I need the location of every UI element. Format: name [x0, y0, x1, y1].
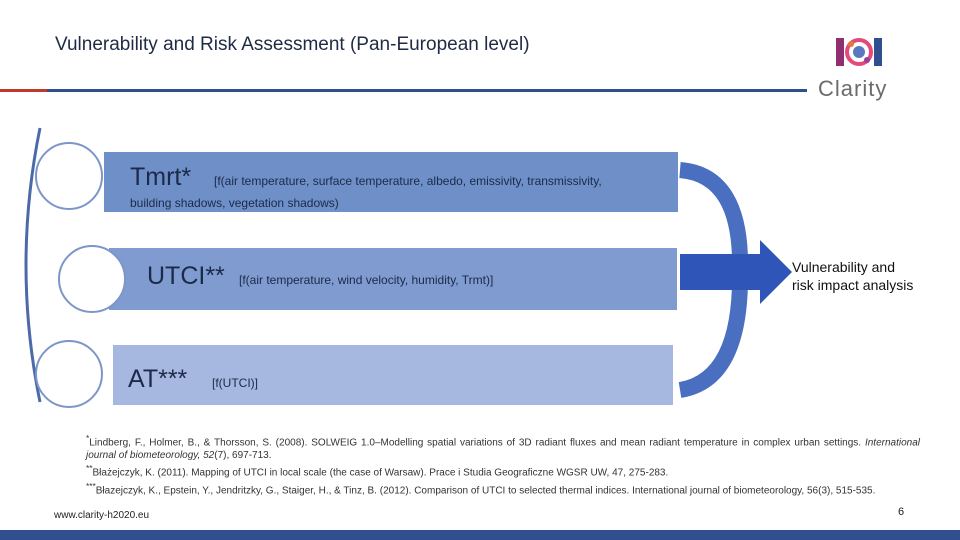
band-main-label: UTCI** — [147, 262, 225, 290]
band-tmrt — [104, 152, 678, 212]
reference-mark: * — [86, 433, 90, 443]
page-number: 6 — [898, 506, 905, 518]
band-at — [113, 345, 673, 405]
impact-label-line: Vulnerability and — [792, 259, 895, 275]
footer-bar — [0, 530, 960, 540]
impact-label — [792, 258, 913, 294]
reference-1 — [86, 432, 920, 462]
band-sub-label: [f(air temperature, surface temperature, albedo, emissivity, transmissivity, — [214, 174, 602, 188]
reference-mark: *** — [86, 480, 96, 491]
reference-text: Błażejczyk, K. (2011). Mapping of UTCI in local scale (the case of Warsaw). Prace i Studia Geograficzne WGSR UW, 47, 275-283. — [92, 467, 669, 479]
slide-title: Vulnerability and Risk Assessment (Pan-European level) — [55, 34, 530, 55]
website-link[interactable]: www.clarity-h2020.eu — [54, 510, 150, 521]
impact-label-line: risk impact analysis — [792, 277, 914, 293]
band-utci — [109, 248, 677, 310]
band-main-label: Tmrt* — [130, 163, 192, 191]
reference-text: (7), 697-713. — [214, 450, 272, 462]
logo-wordmark: Clarity — [818, 76, 888, 101]
reference-journal: International journal of biometeorology, 52 — [86, 437, 920, 462]
reference-mark: ** — [86, 463, 93, 474]
reference-text: Lindberg, F., Holmer, B., & Thorsson, S. (2008). SOLWEIG 1.0–Modelling spatial variations of 3D radiant fluxes and mean radiant temperature in complex urban settings. — [89, 437, 862, 449]
band-sub-label: building shadows, vegetation shadows) — [130, 196, 339, 210]
reference-2 — [86, 462, 920, 479]
reference-text: Błazejczyk, K., Epstein, Y., Jendritzky, G., Staiger, H., & Tinz, B. (2012). Comparison of UTCI to selected thermal indices. International journal of biometeorology, 56(3), 515-535. — [95, 484, 876, 496]
reference-3 — [86, 480, 920, 497]
band-main-label: AT*** — [128, 365, 188, 393]
references — [86, 432, 920, 497]
bullet-circle — [35, 340, 103, 408]
band-sub-label: [f(UTCI)] — [212, 376, 258, 390]
bullet-circle — [58, 245, 126, 313]
band-sub-label: [f(air temperature, wind velocity, humidity, Trmt)] — [239, 273, 494, 287]
bullet-circle — [35, 142, 103, 210]
